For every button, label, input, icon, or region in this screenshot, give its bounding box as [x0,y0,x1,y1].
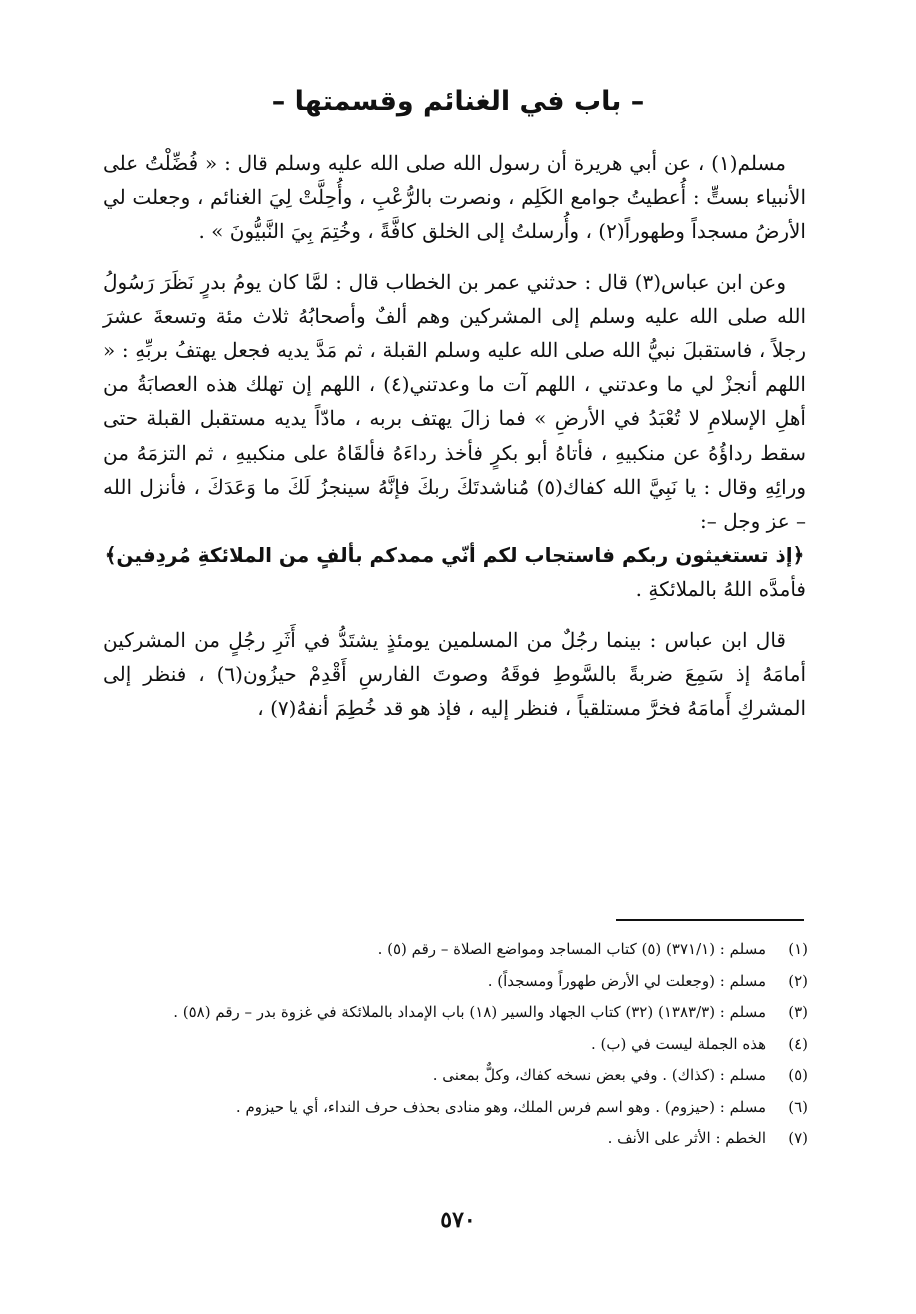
footnote-number: (١) [788,940,808,958]
quran-verse: ﴿إذ تستغيثون ربكم فاستجاب لكم أنّي ممدكم بألفٍ من الملائكةِ مُردِفين﴾ [104,543,805,568]
footnote-number: (٥) [788,1066,808,1084]
footnote-text: مسلم : (١٣٨٣/٣) (٣٢) كتاب الجهاد والسير (١٨) باب الإمداد بالملائكة في غزوة بدر – رقم (٥٨) . [173,1003,766,1021]
paragraph-3: قال ابن عباس : بينما رجُلٌ من المسلمين يومئذٍ يشتَدُّ في أَثَرِ رجُلٍ من المشركين أمامَهُ إذ سَمِعَ ضربةً بالسَّوطِ فوقَهُ وصوتَ الفارسِ أَقْدِمْ حيزُون(٦) ، فنظر إلى المشركِ أَمامَهُ فخرَّ مستلقياً ، فنظر إليه ، فإذ هو قد خُطِمَ أنفهُ(٧) ، [103,627,807,721]
page-number: ٥٧٠ [440,1207,476,1233]
chapter-title: – باب في الغنائم وقسمتها – [271,86,645,117]
paragraph-2: وعن ابن عباس(٣) قال : حدثني عمر بن الخطاب قال : لمَّا كان يومُ بدرٍ نَظَرَ رَسُولُ الله صلى الله عليه وسلم إلى المشركين وهم ألفٌ وأصحابُهُ ثلاث مئة وتسعةَ عشرَ رجلاً ، فاستقبلَ نبيُّ الله صلى الله عليه وسلم القبلة ، ثم مَدَّ يديه فجعل يهتفُ بربِّهِ : « اللهم أنجزْ لي ما وعدتني ، اللهم آت ما وعدتني(٤) ، اللهم إن تهلك هذه العصابَةُ من أهلِ الإسلامِ لا تُعْبَدُ في الأرضِ » فما زالَ يهتف بربه ، مادّاً يديه مستقبل القبلة حتى سقط رداؤُهُ عن منكبيهِ ، فأتاهُ أبو بكرٍ فأخذ رداءَهُ فألقَاهُ على منكبيهِ ، ثم التزمَهُ من ورائِهِ وقال : يا نَبِيَّ الله كفاك(٥) مُناشدتَكَ ربكَ فإنَّهُ سينجزُ لَكَ ما وَعَدَكَ ، فأنزل الله – عز وجل –: [103,269,806,534]
footnote-number: (٢) [788,971,808,990]
paragraph-1: مسلم(١) ، عن أبي هريرة أن رسول الله صلى الله عليه وسلم قال : « فُضِّلْتُ على الأنبياء بستٍّ : أُعطيتُ جوامع الكَلِم ، ونصرت بالرُّعْبِ ، وأُحِلَّتْ لِيَ الغنائم ، وجعلت لي الأرضُ مسجداً وطهوراً(٢) ، وأُرسلتُ إلى الخلق كافَّةً ، وخُتِمَ بِيَ النَّبيُّونَ » . [103,151,806,244]
footnote [108,1092,808,1124]
footnote-number: (٦) [788,1097,808,1116]
paragraph-2-continuation: فأمدَّه اللهُ بالملائكةِ . [635,577,806,602]
footnote [108,1029,808,1061]
footnote [108,934,808,966]
footnotes [108,934,808,1155]
main-text [103,146,806,725]
footnote [108,1060,808,1092]
footnote-text: مسلم : (كذاك) . وفي بعض نسخه كفاك، وكلٌّ بمعنى . [432,1066,766,1084]
footnote-divider [616,919,804,921]
footnote [108,966,808,998]
footnote-number: (٣) [788,1003,808,1021]
footnote-text: هذه الجملة ليست في (ب) . [590,1034,766,1053]
footnote [108,1123,808,1155]
footnote-number: (٤) [788,1034,808,1053]
footnote-text: مسلم : (٣٧١/١) (٥) كتاب المساجد ومواضع الصلاة – رقم (٥) . [377,940,766,958]
footnote-text: مسلم : (حيزوم) . وهو اسم فرس الملك، وهو منادى بحذف حرف النداء، أي يا حيزوم . [235,1097,766,1116]
footnote [108,997,808,1029]
footnote-number: (٧) [788,1129,808,1147]
footnote-text: مسلم : (وجعلت لي الأرض طهوراً ومسجداً) . [487,971,766,990]
footnote-text: الخطم : الأثر على الأنف . [607,1129,766,1147]
